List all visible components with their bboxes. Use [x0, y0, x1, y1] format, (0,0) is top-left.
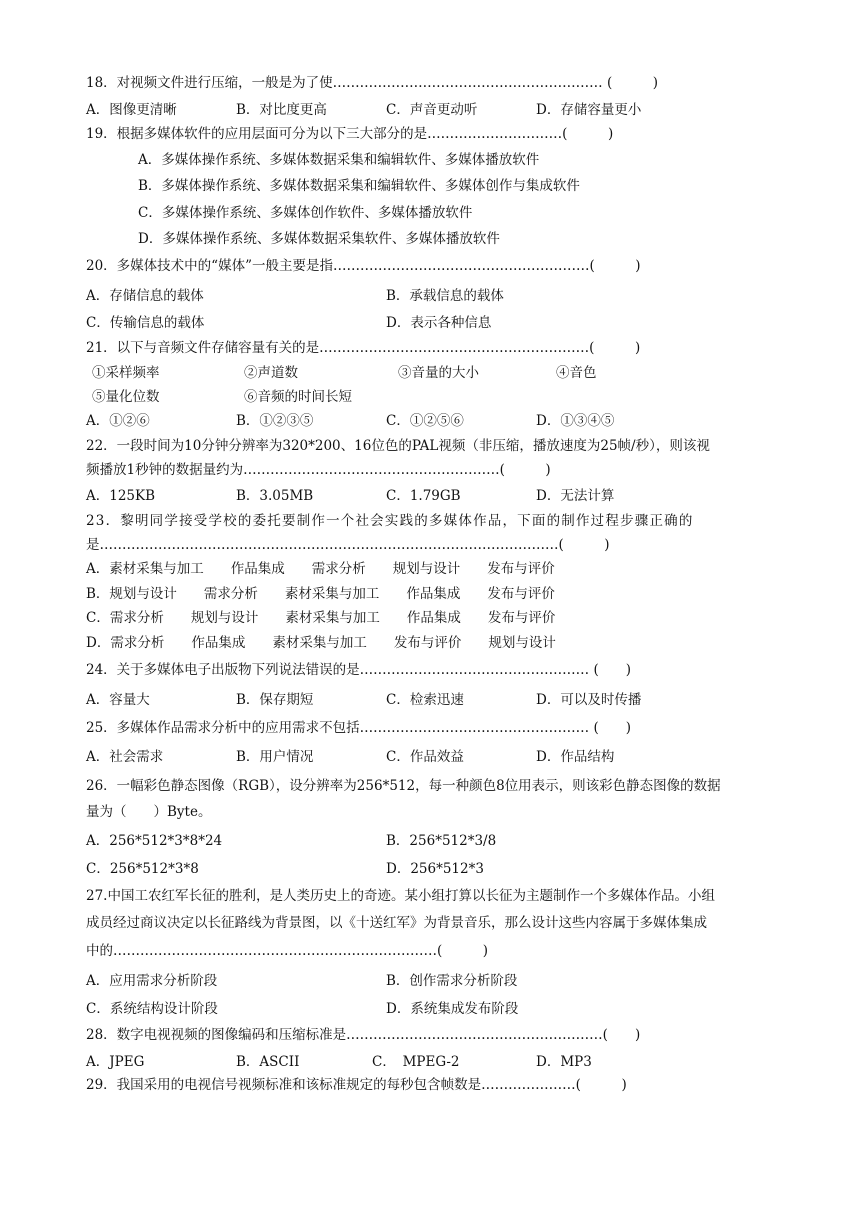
q21-option-c: C．①②⑤⑥ — [386, 413, 464, 429]
question-29-stem: 29．我国采用的电视信号视频标准和该标准规定的每秒包含帧数是…………………( ) — [86, 1077, 627, 1093]
q21-item-4: ④音色 — [556, 365, 597, 381]
q27-option-d: D．系统集成发布阶段 — [386, 1001, 519, 1017]
q27-option-c: C．系统结构设计阶段 — [86, 1001, 218, 1017]
q19-option-b: B．多媒体操作系统、多媒体数据采集和编辑软件、多媒体创作与集成软件 — [138, 178, 580, 194]
question-18-stem: 18．对视频文件进行压缩，一般是为了使…………………………………………………… ( ) — [86, 75, 659, 91]
question-23-stem-line-2: 是…………………………………………………………………………………………( ) — [86, 537, 610, 553]
q24-option-b: B．保存期短 — [236, 692, 314, 708]
q20-option-b: B．承载信息的载体 — [386, 288, 504, 304]
question-23-stem-line-1: 23．黎明同学接受学校的委托要制作一个社会实践的多媒体作品，下面的制作过程步骤正确的 — [86, 513, 694, 529]
q26-option-c: C．256*512*3*8 — [86, 861, 199, 877]
q19-option-a: A．多媒体操作系统、多媒体数据采集和编辑软件、多媒体播放软件 — [138, 152, 540, 168]
question-27-stem-line-1: 27.中国工农红军长征的胜利，是人类历史上的奇迹。某小组打算以长征为主题制作一个多媒体作品。小组 — [86, 888, 715, 904]
q21-item-1: ①采样频率 — [92, 365, 160, 381]
q28-option-c: C． MPEG-2 — [372, 1054, 460, 1070]
q22-option-b: B．3.05MB — [236, 488, 314, 504]
question-27-stem-line-3: 中的………………………………………………………………( ) — [86, 943, 489, 959]
question-28-stem: 28．数字电视视频的图像编码和压缩标准是…………………………………………………( ) — [86, 1027, 641, 1043]
q24-option-c: C．检索迅速 — [386, 692, 464, 708]
question-25-stem: 25．多媒体作品需求分析中的应用需求不包括…………………………………………… ( ) — [86, 720, 632, 736]
q21-option-d: D．①③④⑤ — [536, 413, 615, 429]
q28-option-a: A．JPEG — [86, 1054, 145, 1070]
q21-item-2: ②声道数 — [244, 365, 298, 381]
q24-option-a: A．容量大 — [86, 692, 150, 708]
q18-option-b: B．对比度更高 — [236, 102, 327, 118]
question-26-stem-line-2: 量为（ ）Byte。 — [86, 804, 212, 820]
q23-option-a: A．素材采集与加工 作品集成 需求分析 规划与设计 发布与评价 — [86, 561, 555, 577]
q22-option-d: D．无法计算 — [536, 488, 615, 504]
q19-option-d: D．多媒体操作系统、多媒体数据采集软件、多媒体播放软件 — [138, 231, 500, 247]
q18-option-c: C．声音更动听 — [386, 102, 478, 118]
q21-option-a: A．①②⑥ — [86, 413, 150, 429]
q25-option-b: B．用户情况 — [236, 749, 314, 765]
question-19-stem: 19．根据多媒体软件的应用层面可分为以下三大部分的是…………………………( ) — [86, 126, 614, 142]
q21-option-b: B．①②③⑤ — [236, 413, 314, 429]
q25-option-a: A．社会需求 — [86, 749, 164, 765]
q25-option-d: D．作品结构 — [536, 749, 615, 765]
q27-option-b: B．创作需求分析阶段 — [386, 973, 518, 989]
q20-option-c: C．传输信息的载体 — [86, 315, 205, 331]
q23-option-c: C．需求分析 规划与设计 素材采集与加工 作品集成 发布与评价 — [86, 610, 556, 626]
q22-option-c: C．1.79GB — [386, 488, 461, 504]
q21-item-6: ⑥音频的时间长短 — [244, 389, 352, 405]
q26-option-a: A．256*512*3*8*24 — [86, 833, 223, 849]
q22-option-a: A．125KB — [86, 488, 156, 504]
question-22-stem-line-1: 22．一段时间为10分钟分辨率为320*200、16位色的PAL视频（非压缩，播放速度为25帧/秒），则该视 — [86, 438, 710, 454]
q20-option-a: A．存储信息的载体 — [86, 288, 204, 304]
q18-option-a: A．图像更清晰 — [86, 102, 177, 118]
question-26-stem-line-1: 26．一幅彩色静态图像（RGB），设分辨率为256*512，每一种颜色8位用表示，则该彩色静态图像的数据 — [86, 778, 721, 794]
question-24-stem: 24．关于多媒体电子出版物下列说法错误的是…………………………………………… ( ) — [86, 662, 632, 678]
question-21-stem: 21．以下与音频文件存储容量有关的是……………………………………………………( ) — [86, 340, 641, 356]
q27-option-a: A．应用需求分析阶段 — [86, 973, 218, 989]
q23-option-d: D．需求分析 作品集成 素材采集与加工 发布与评价 规划与设计 — [86, 635, 556, 651]
q28-option-b: B．ASCII — [236, 1054, 300, 1070]
q21-item-5: ⑤量化位数 — [92, 389, 160, 405]
question-22-stem-line-2: 频播放1秒钟的数据量约为…………………………………………………( ) — [86, 462, 551, 478]
q26-option-b: B．256*512*3/8 — [386, 833, 497, 849]
q25-option-c: C．作品效益 — [386, 749, 464, 765]
q24-option-d: D．可以及时传播 — [536, 692, 642, 708]
q21-item-3: ③音量的大小 — [398, 365, 479, 381]
q20-option-d: D．表示各种信息 — [386, 315, 492, 331]
q28-option-d: D．MP3 — [536, 1054, 592, 1070]
q19-option-c: C．多媒体操作系统、多媒体创作软件、多媒体播放软件 — [138, 205, 473, 221]
question-27-stem-line-2: 成员经过商议决定以长征路线为背景图，以《十送红军》为背景音乐，那么设计这些内容属于多媒体集成 — [86, 915, 707, 931]
q23-option-b: B．规划与设计 需求分析 素材采集与加工 作品集成 发布与评价 — [86, 586, 555, 602]
q26-option-d: D．256*512*3 — [386, 861, 484, 877]
question-20-stem: 20．多媒体技术中的“媒体”一般主要是指…………………………………………………( ) — [86, 258, 641, 274]
q18-option-d: D．存储容量更小 — [536, 102, 642, 118]
